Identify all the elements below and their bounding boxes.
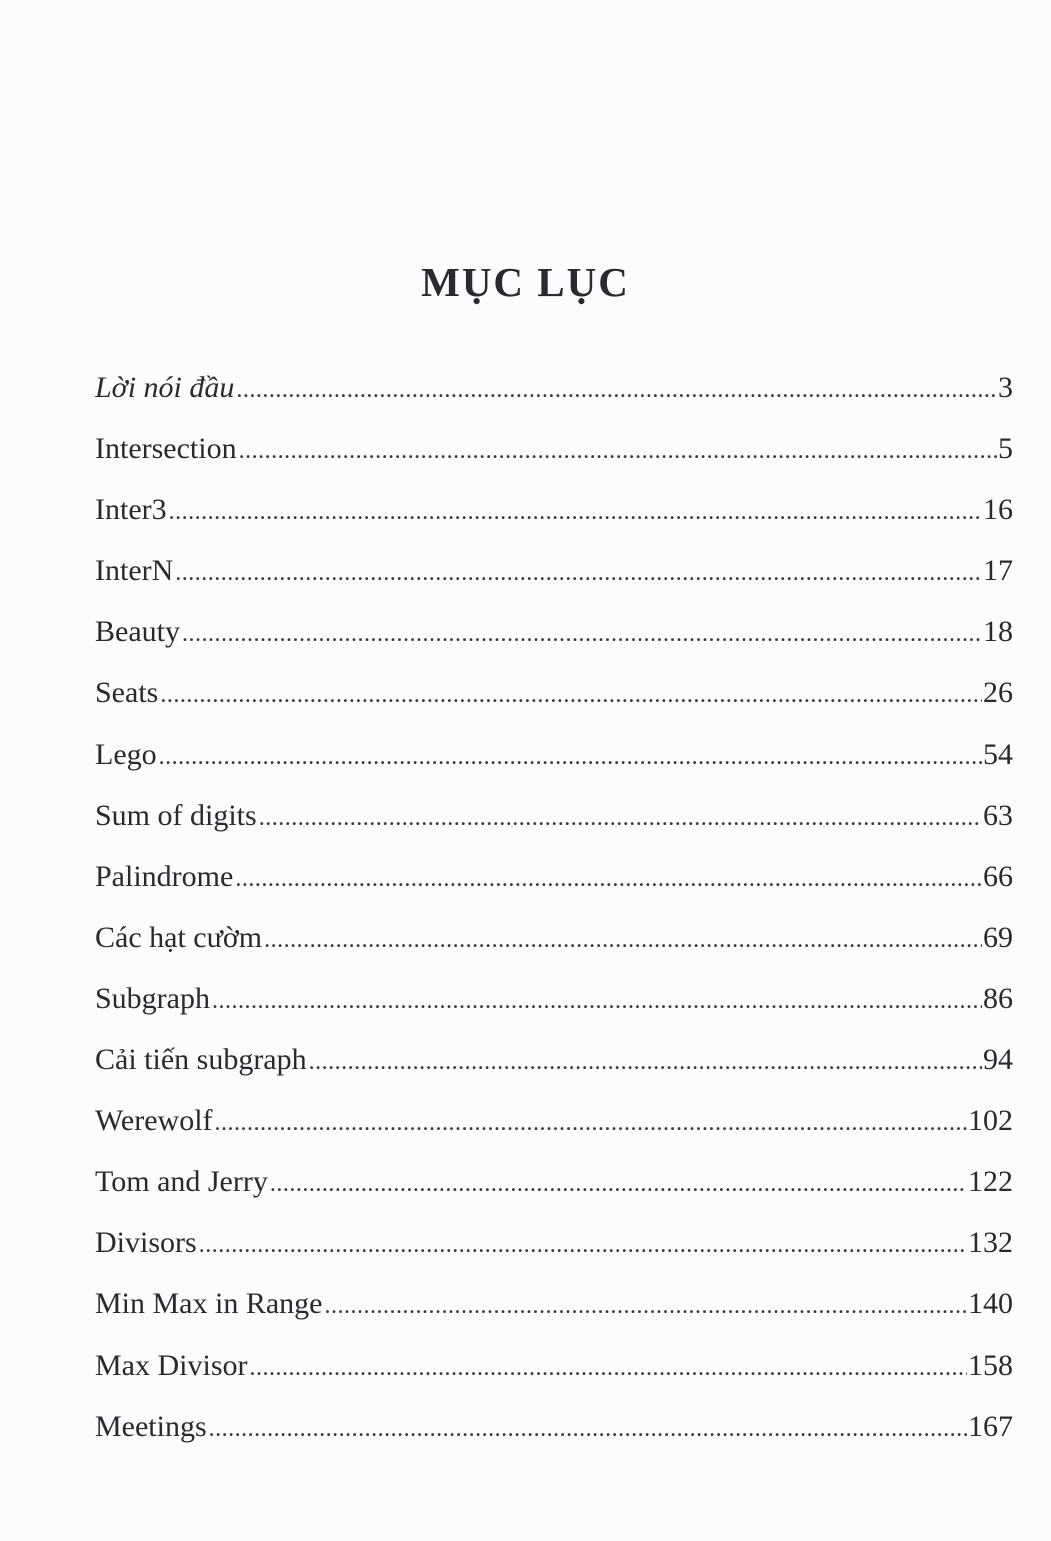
page-title: MỤC LỤC [421,259,630,305]
toc-entry-page: 94 [983,1043,1013,1077]
toc-entry-page: 16 [983,493,1013,527]
toc-entry[interactable] [95,729,1013,790]
toc-dot-leader [169,486,982,538]
toc-entry-page: 122 [968,1165,1013,1199]
toc-entry-page: 3 [998,371,1013,404]
toc-dot-leader [270,1158,967,1210]
toc-entry-page: 167 [968,1409,1013,1443]
toc-dot-leader [215,1097,967,1149]
toc-entry-title: Sum of digits [95,798,257,832]
toc-entry-title: Subgraph [95,981,210,1015]
toc-entry[interactable] [95,790,1013,851]
toc-entry-page: 63 [983,798,1013,832]
toc-entry[interactable] [95,1401,1013,1462]
toc-entry-title: Inter3 [95,493,167,527]
toc-dot-leader [175,547,982,599]
toc-entry-title: Werewolf [95,1104,213,1138]
toc-entry[interactable] [95,545,1013,606]
toc-entry[interactable] [95,851,1013,912]
toc-dot-leader [264,914,982,966]
toc-entry[interactable] [95,606,1013,667]
toc-entry[interactable] [95,1340,1013,1401]
toc-entry-title: Beauty [95,615,180,649]
toc-entry-page: 17 [983,554,1013,588]
toc-entry-title: Max Divisor [95,1348,248,1382]
toc-entry-title: Divisors [95,1226,197,1260]
toc-entry-page: 102 [968,1104,1013,1138]
toc-entry-page: 54 [983,737,1013,771]
toc-entry-title: Các hạt cườm [95,920,263,954]
toc-entry-page: 66 [983,859,1013,893]
toc-dot-leader [309,1036,982,1088]
toc-entry-title: Meetings [95,1409,207,1443]
toc-entry-page: 69 [983,920,1013,954]
toc-entry-title: Seats [95,676,159,710]
toc-entry-title: Lego [95,737,157,771]
toc-entry[interactable] [95,1278,1013,1339]
toc-entry-page: 132 [968,1226,1013,1260]
toc-entry-page: 26 [983,676,1013,710]
toc-entry[interactable] [95,1156,1013,1217]
toc-entry-title: InterN [95,554,174,588]
toc-entry[interactable] [95,667,1013,728]
toc-entry-title: Tom and Jerry [95,1165,268,1199]
toc-entry[interactable] [95,1034,1013,1095]
toc-dot-leader [235,853,982,905]
toc-entry-page: 140 [968,1287,1013,1321]
toc-entry[interactable] [95,1217,1013,1278]
toc-entry-title: Cải tiến subgraph [95,1043,307,1077]
toc-entry-title: Lời nói đầu [95,371,235,404]
toc-entry[interactable] [95,484,1013,545]
toc-entry[interactable] [95,1095,1013,1156]
toc-entry-page: 158 [968,1348,1013,1382]
table-of-contents [95,362,1013,1462]
toc-entry[interactable] [95,973,1013,1034]
toc-entry-page: 18 [983,615,1013,649]
toc-dot-leader [199,1219,967,1271]
toc-dot-leader [250,1342,968,1394]
toc-dot-leader [209,1403,967,1455]
toc-entry-page: 5 [998,432,1013,466]
toc-entry-title: Intersection [95,432,237,466]
toc-entry[interactable] [95,912,1013,973]
toc-dot-leader [159,731,982,783]
toc-dot-leader [212,975,982,1027]
toc-entry[interactable] [95,362,1013,423]
toc-dot-leader [239,425,997,477]
toc-dot-leader [324,1280,967,1332]
toc-dot-leader [236,364,997,416]
toc-dot-leader [182,608,982,660]
toc-entry-page: 86 [983,981,1013,1015]
toc-dot-leader [259,792,982,844]
toc-entry[interactable] [95,423,1013,484]
toc-entry-title: Min Max in Range [95,1287,323,1321]
toc-dot-leader [160,669,982,721]
toc-entry-title: Palindrome [95,859,234,893]
